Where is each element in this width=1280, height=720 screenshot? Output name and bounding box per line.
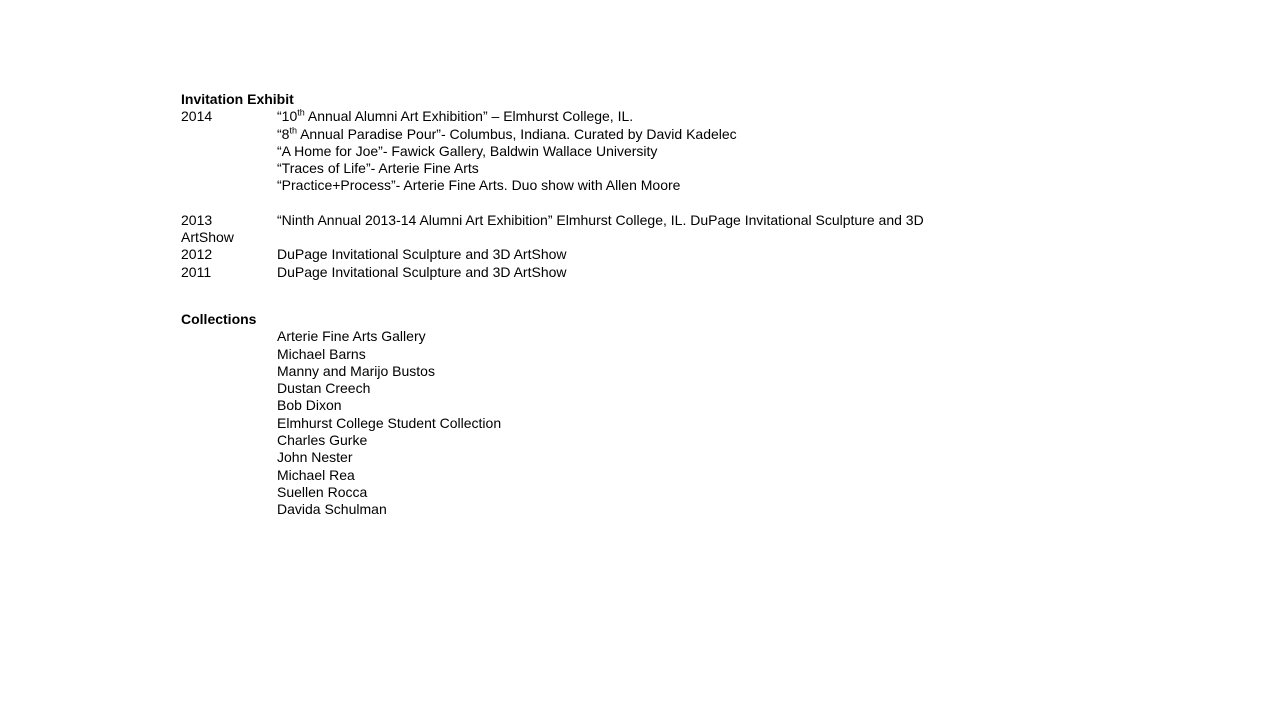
exhibit-row-2011	[181, 264, 1081, 281]
exhibit-row-wrap	[181, 229, 1081, 246]
spacer	[181, 195, 1081, 212]
collections-heading: Collections	[181, 310, 257, 327]
collection-item: Arterie Fine Arts Gallery	[277, 328, 426, 345]
spacer	[181, 281, 1081, 311]
exhibit-row-2013	[181, 212, 1081, 229]
exhibit-year: 2013	[181, 211, 213, 228]
resume-document	[181, 91, 1081, 519]
collection-item: Manny and Marijo Bustos	[277, 362, 435, 379]
exhibit-row	[181, 177, 1081, 194]
exhibit-row	[181, 160, 1081, 177]
collection-item: Suellen Rocca	[277, 483, 368, 500]
exhibit-row	[181, 143, 1081, 160]
exhibit-row-2012	[181, 246, 1081, 263]
exhibit-year: 2014	[181, 108, 213, 125]
exhibit-year: 2011	[181, 263, 212, 280]
exhibit-entry: DuPage Invitational Sculpture and 3D ArtShow	[277, 246, 567, 263]
exhibit-entry: “Traces of Life”- Arterie Fine Arts	[277, 160, 479, 177]
exhibit-entry: “10th Annual Alumni Art Exhibition” – Elmhurst College, IL.	[277, 107, 634, 125]
collection-item: Davida Schulman	[277, 501, 387, 518]
exhibit-year: 2012	[181, 246, 213, 263]
exhibit-entry: “8th Annual Paradise Pour”- Columbus, Indiana. Curated by David Kadelec	[277, 124, 737, 142]
collection-item: Charles Gurke	[277, 432, 368, 449]
collection-item: John Nester	[277, 449, 353, 466]
exhibit-row-2014	[181, 108, 1081, 125]
exhibit-entry: “Ninth Annual 2013-14 Alumni Art Exhibition” Elmhurst College, IL. DuPage Invitational Sculpture and 3D	[277, 211, 924, 228]
exhibit-entry: “Practice+Process”- Arterie Fine Arts. Duo show with Allen Moore	[277, 177, 681, 194]
exhibit-entry: “A Home for Joe”- Fawick Gallery, Baldwin Wallace University	[277, 142, 658, 159]
invitation-exhibit-section	[181, 91, 1081, 281]
collection-item: Dustan Creech	[277, 380, 371, 397]
invitation-exhibit-heading: Invitation Exhibit	[181, 91, 294, 107]
exhibit-entry-wrap: ArtShow	[181, 229, 234, 246]
collection-item: Michael Rea	[277, 466, 355, 483]
collection-item: Michael Barns	[277, 345, 366, 362]
collections-section	[181, 311, 1081, 519]
collection-item: Elmhurst College Student Collection	[277, 414, 502, 431]
exhibit-entry: DuPage Invitational Sculpture and 3D ArtShow	[277, 263, 567, 280]
exhibit-row	[181, 126, 1081, 143]
collection-item: Bob Dixon	[277, 397, 342, 414]
